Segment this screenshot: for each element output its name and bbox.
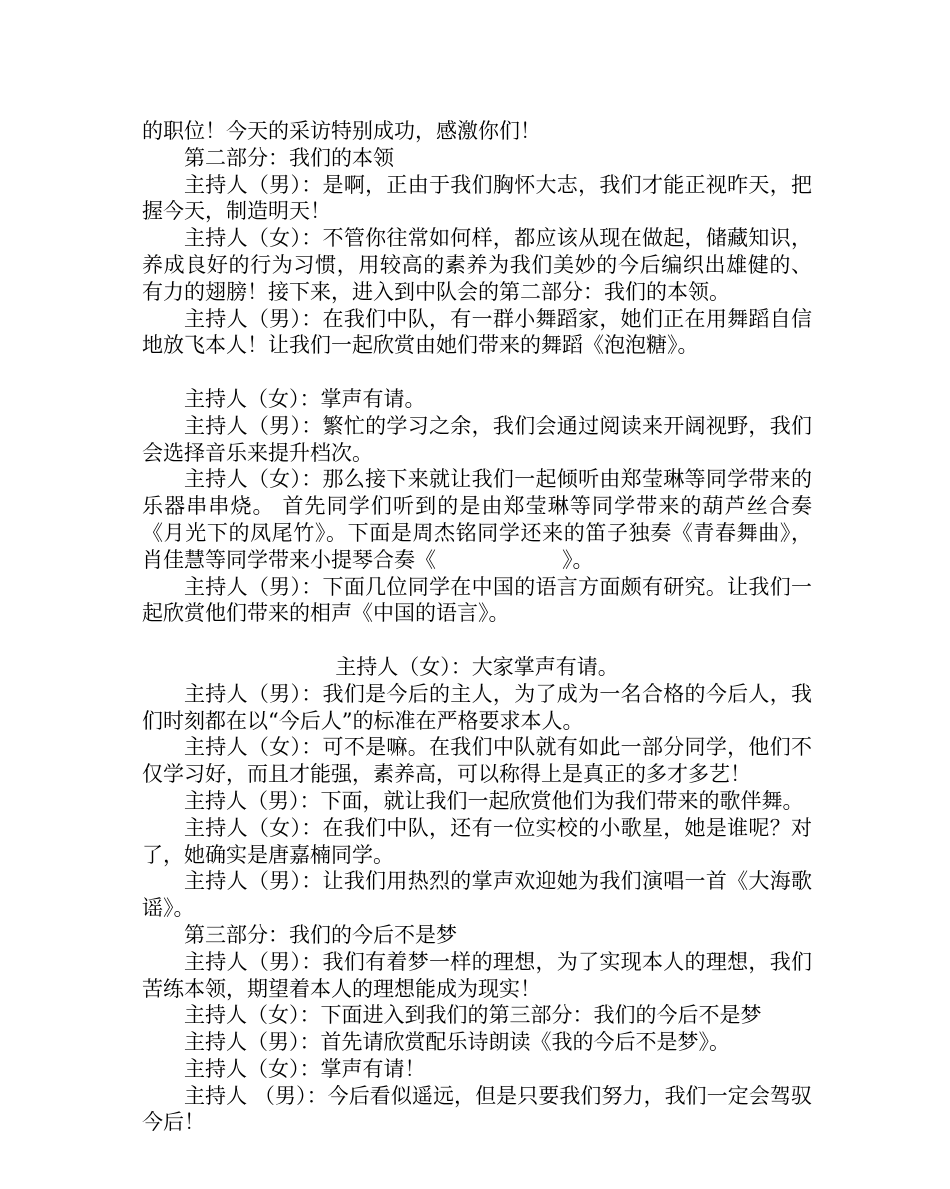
paragraph: 主持人（男）：我们有着梦一样的理想，为了实现本人的理想，我们苦练本领，期望着本人的理想能成为现实！ xyxy=(142,949,812,1001)
document-page xyxy=(142,118,812,1136)
paragraph: 主持人（男）：首先请欣赏配乐诗朗读《我的今后不是梦》。 xyxy=(184,1030,730,1055)
paragraph: 主持人（男）：繁忙的学习之余，我们会通过阅读来开阔视野，我们会选择音乐来提升档次。 xyxy=(142,413,812,465)
blank-line xyxy=(142,359,812,386)
paragraph: 主持人 （男）：今后看似遥远，但是只要我们努力，我们一定会驾驭今后！ xyxy=(142,1083,812,1135)
paragraph: 主持人（女）：下面进入到我们的第三部分：我们的今后不是梦 xyxy=(184,1003,762,1028)
paragraph: 主持人（男）：我们是今后的主人，为了成为一名合格的今后人，我们时刻都在以“今后人”的标准在严格要求本人。 xyxy=(142,681,812,733)
paragraph: 的职位！今天的采访特别成功，感激你们！ xyxy=(142,119,541,143)
blank-line xyxy=(142,627,812,654)
section-heading: 第二部分：我们的本领 xyxy=(184,145,394,170)
paragraph: 主持人（女）：掌声有请。 xyxy=(184,386,426,411)
paragraph: 主持人（男）：下面，就让我们一起欣赏他们为我们带来的歌伴舞。 xyxy=(184,788,804,813)
paragraph: 主持人（男）：在我们中队，有一群小舞蹈家，她们正在用舞蹈自信地放飞本人！让我们一起欣赏由她们带来的舞蹈《泡泡糖》。 xyxy=(142,306,812,358)
paragraph: 主持人（男）：是啊，正由于我们胸怀大志，我们才能正视昨天，把握今天，制造明天！ xyxy=(142,172,812,224)
paragraph: 主持人（女）：可不是嘛。在我们中队就有如此一部分同学，他们不仅学习好，而且才能强，素养高，可以称得上是真正的多才多艺！ xyxy=(142,735,812,787)
paragraph: 主持人（女）：掌声有请！ xyxy=(184,1056,426,1081)
paragraph: 主持人（男）：下面几位同学在中国的语言方面颇有研究。让我们一起欣赏他们带来的相声《中国的语言》。 xyxy=(142,574,812,626)
section-heading: 第三部分：我们的今后不是梦 xyxy=(184,922,457,947)
paragraph: 主持人（男）：让我们用热烈的掌声欢迎她为我们演唱一首《大海歌谣》。 xyxy=(142,869,812,921)
paragraph: 主持人（女）：那么接下来就让我们一起倾听由郑莹琳等同学带来的乐器串串烧。 首先同学们听到的是由郑莹琳等同学带来的葫芦丝合奏《月光下的凤尾竹》。下面是周杰铭同学还来的笛子独奏《青春舞曲》，肖佳慧等同学带来小提琴合奏《 》。 xyxy=(142,467,812,572)
paragraph: 主持人（女）：不管你往常如何样，都应该从现在做起，储藏知识，养成良好的行为习惯，用较高的素养为我们美妙的今后编织出雄健的、有力的翅膀！接下来，进入到中队会的第二部分：我们的本领。 xyxy=(142,226,812,304)
paragraph: 主持人（女）：在我们中队，还有一位实校的小歌星，她是谁呢？对了，她确实是唐嘉楠同学。 xyxy=(142,815,812,867)
centered-paragraph: 主持人（女）：大家掌声有请。 xyxy=(335,654,619,679)
